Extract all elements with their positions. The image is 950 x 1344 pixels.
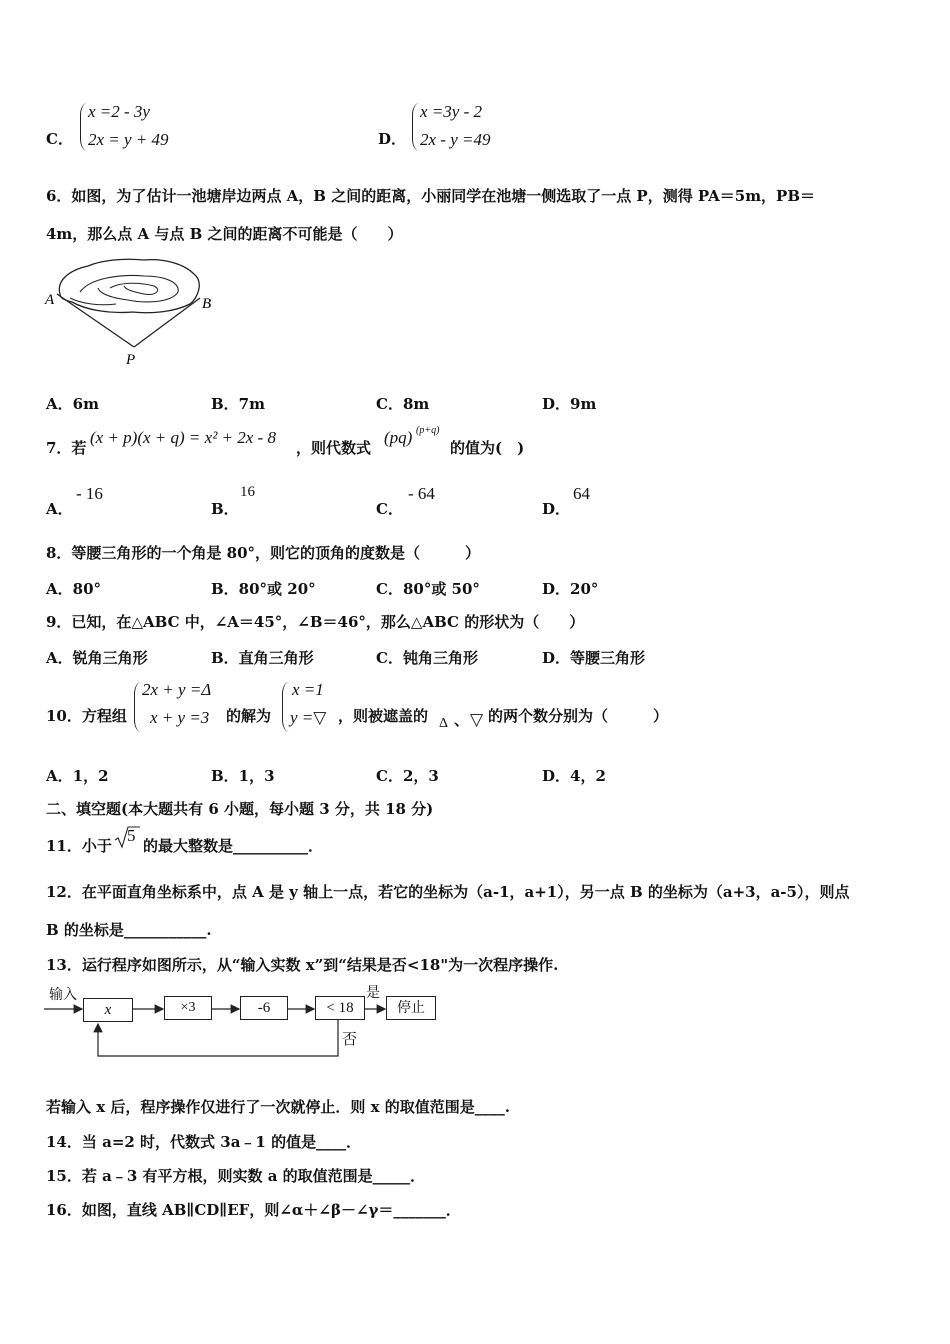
q8-option-d: D．20° bbox=[542, 580, 599, 598]
q7-option-a-label: A． bbox=[46, 500, 73, 518]
system1-eq2: x + y =3 bbox=[150, 708, 210, 727]
question-11-prefix: 11．小于 bbox=[46, 837, 112, 855]
q8-option-c: C．80°或 50° bbox=[376, 580, 480, 598]
sqrt-radicand: 5 bbox=[127, 826, 136, 845]
question-12-line2: B 的坐标是___________. bbox=[46, 921, 212, 939]
pond-outline bbox=[59, 259, 199, 312]
question-10-mid: 的解为 bbox=[226, 707, 272, 725]
pond-ripple-3 bbox=[70, 298, 116, 305]
brace-system-2 bbox=[282, 682, 289, 732]
question-7-prefix: 7．若 bbox=[46, 439, 87, 457]
option-d-eq2: 2x - y =49 bbox=[420, 130, 491, 149]
question-8: 8．等腰三角形的一个角是 80°，则它的顶角的度数是（ ） bbox=[46, 544, 481, 562]
system2-eq2: y =▽ bbox=[290, 708, 327, 727]
question-10-suffix1: ，则被遮盖的 bbox=[338, 707, 429, 725]
q8-option-a: A．80° bbox=[46, 580, 102, 598]
flow-box-stop: 停止 bbox=[386, 996, 436, 1020]
q8-option-b: B．80°或 20° bbox=[211, 580, 316, 598]
brace-c bbox=[80, 103, 87, 151]
system2-eq1: x =1 bbox=[292, 680, 324, 699]
flow-box-multiply: ×3 bbox=[164, 996, 212, 1020]
option-c-eq1: x =2 - 3y bbox=[88, 102, 150, 121]
flow-no-label: 否 bbox=[342, 1030, 358, 1048]
q7-option-c-value: - 64 bbox=[408, 484, 435, 503]
q9-option-c: C．钝角三角形 bbox=[376, 649, 478, 667]
question-7-expression2: (pq) bbox=[384, 428, 413, 447]
question-10-suffix2: 的两个数分别为（ ） bbox=[488, 707, 669, 725]
brace-system-1 bbox=[134, 682, 141, 732]
question-9: 9．已知，在△ABC 中，∠A＝45°，∠B＝46°，那么△ABC 的形状为（ ） bbox=[46, 613, 585, 631]
question-13: 13．运行程序如图所示，从“输入实数 x”到“结果是否<18"为一次程序操作. bbox=[46, 956, 559, 974]
q9-option-d: D．等腰三角形 bbox=[542, 649, 646, 667]
option-c-label: C． bbox=[46, 130, 73, 148]
q10-option-a: A．1，2 bbox=[46, 767, 109, 785]
q7-option-d-label: D． bbox=[542, 500, 571, 518]
option-c-eq2: 2x = y + 49 bbox=[88, 130, 169, 149]
question-16: 16．如图，直线 AB∥CD∥EF，则∠α＋∠β－∠γ＝_______． bbox=[46, 1201, 461, 1219]
question-7-exponent: (p+q) bbox=[416, 425, 440, 436]
q7-option-b-value: 16 bbox=[240, 484, 255, 500]
q9-option-b: B．直角三角形 bbox=[211, 649, 314, 667]
point-a-label: A bbox=[45, 292, 55, 308]
pond-ripple-2 bbox=[110, 283, 158, 294]
brace-d bbox=[412, 103, 419, 151]
triangle-symbol: Δ bbox=[439, 716, 449, 731]
question-7-expression: (x + p)(x + q) = x² + 2x - 8 bbox=[90, 428, 276, 447]
question-14: 14．当 a=2 时，代数式 3a﹣1 的值是____． bbox=[46, 1133, 362, 1151]
flow-input-label: 输入 bbox=[49, 987, 77, 1003]
flow-box-subtract: -6 bbox=[240, 996, 288, 1020]
q10-option-b: B．1，3 bbox=[211, 767, 275, 785]
option-d-label: D． bbox=[378, 130, 407, 148]
question-6-line2: 4m，那么点 A 与点 B 之间的距离不可能是（ ） bbox=[46, 225, 403, 243]
nabla-symbol: ▽ bbox=[470, 710, 484, 729]
question-6-line1: 6．如图，为了估计一池塘岸边两点 A，B 之间的距离，小丽同学在池塘一侧选取了一点 P，测得 PA＝5m，PB＝ bbox=[46, 187, 816, 205]
point-b-label: B bbox=[202, 296, 212, 312]
flowchart-arrows bbox=[44, 982, 444, 1062]
segment-pb bbox=[134, 298, 200, 347]
question-10-prefix: 10．方程组 bbox=[46, 707, 127, 725]
q7-option-b-label: B． bbox=[211, 500, 239, 518]
question-11-suffix: 的最大整数是__________． bbox=[143, 837, 324, 855]
question-12-line1: 12．在平面直角坐标系中，点 A 是 y 轴上一点，若它的坐标为（a-1，a+1），另一点 B 的坐标为（a+3，a-5），则点 bbox=[46, 883, 850, 901]
q6-option-b: B．7m bbox=[211, 395, 265, 413]
system1-eq1: 2x + y =Δ bbox=[142, 680, 212, 699]
question-15: 15．若 a﹣3 有平方根，则实数 a 的取值范围是_____． bbox=[46, 1167, 426, 1185]
flow-yes-label: 是 bbox=[366, 985, 380, 1001]
q6-option-a: A．6m bbox=[46, 395, 99, 413]
point-p-label: P bbox=[126, 352, 136, 368]
q7-option-a-value: - 16 bbox=[76, 484, 103, 503]
segment-pa bbox=[57, 294, 134, 347]
q6-option-c: C．8m bbox=[376, 395, 430, 413]
q10-option-d: D．4，2 bbox=[542, 767, 606, 785]
q7-option-c-label: C． bbox=[376, 500, 403, 518]
q7-option-d-value: 64 bbox=[573, 484, 590, 503]
question-13-answer: 若输入 x 后，程序操作仅进行了一次就停止．则 x 的取值范围是____. bbox=[46, 1098, 510, 1116]
flow-box-compare: < 18 bbox=[315, 996, 365, 1020]
q9-option-a: A．锐角三角形 bbox=[46, 649, 148, 667]
q10-option-c: C．2，3 bbox=[376, 767, 439, 785]
pond-ripple-1 bbox=[80, 276, 178, 302]
question-7-suffix: 的值为( ) bbox=[450, 439, 525, 457]
option-d-eq1: x =3y - 2 bbox=[420, 102, 482, 121]
pond-figure bbox=[40, 252, 230, 372]
separator: 、 bbox=[454, 711, 470, 729]
q6-option-d: D．9m bbox=[542, 395, 597, 413]
section-2-heading: 二、填空题(本大题共有 6 小题，每小题 3 分，共 18 分) bbox=[46, 800, 434, 818]
question-7-mid: ，则代数式 bbox=[296, 439, 372, 457]
flow-box-x: x bbox=[83, 998, 133, 1022]
